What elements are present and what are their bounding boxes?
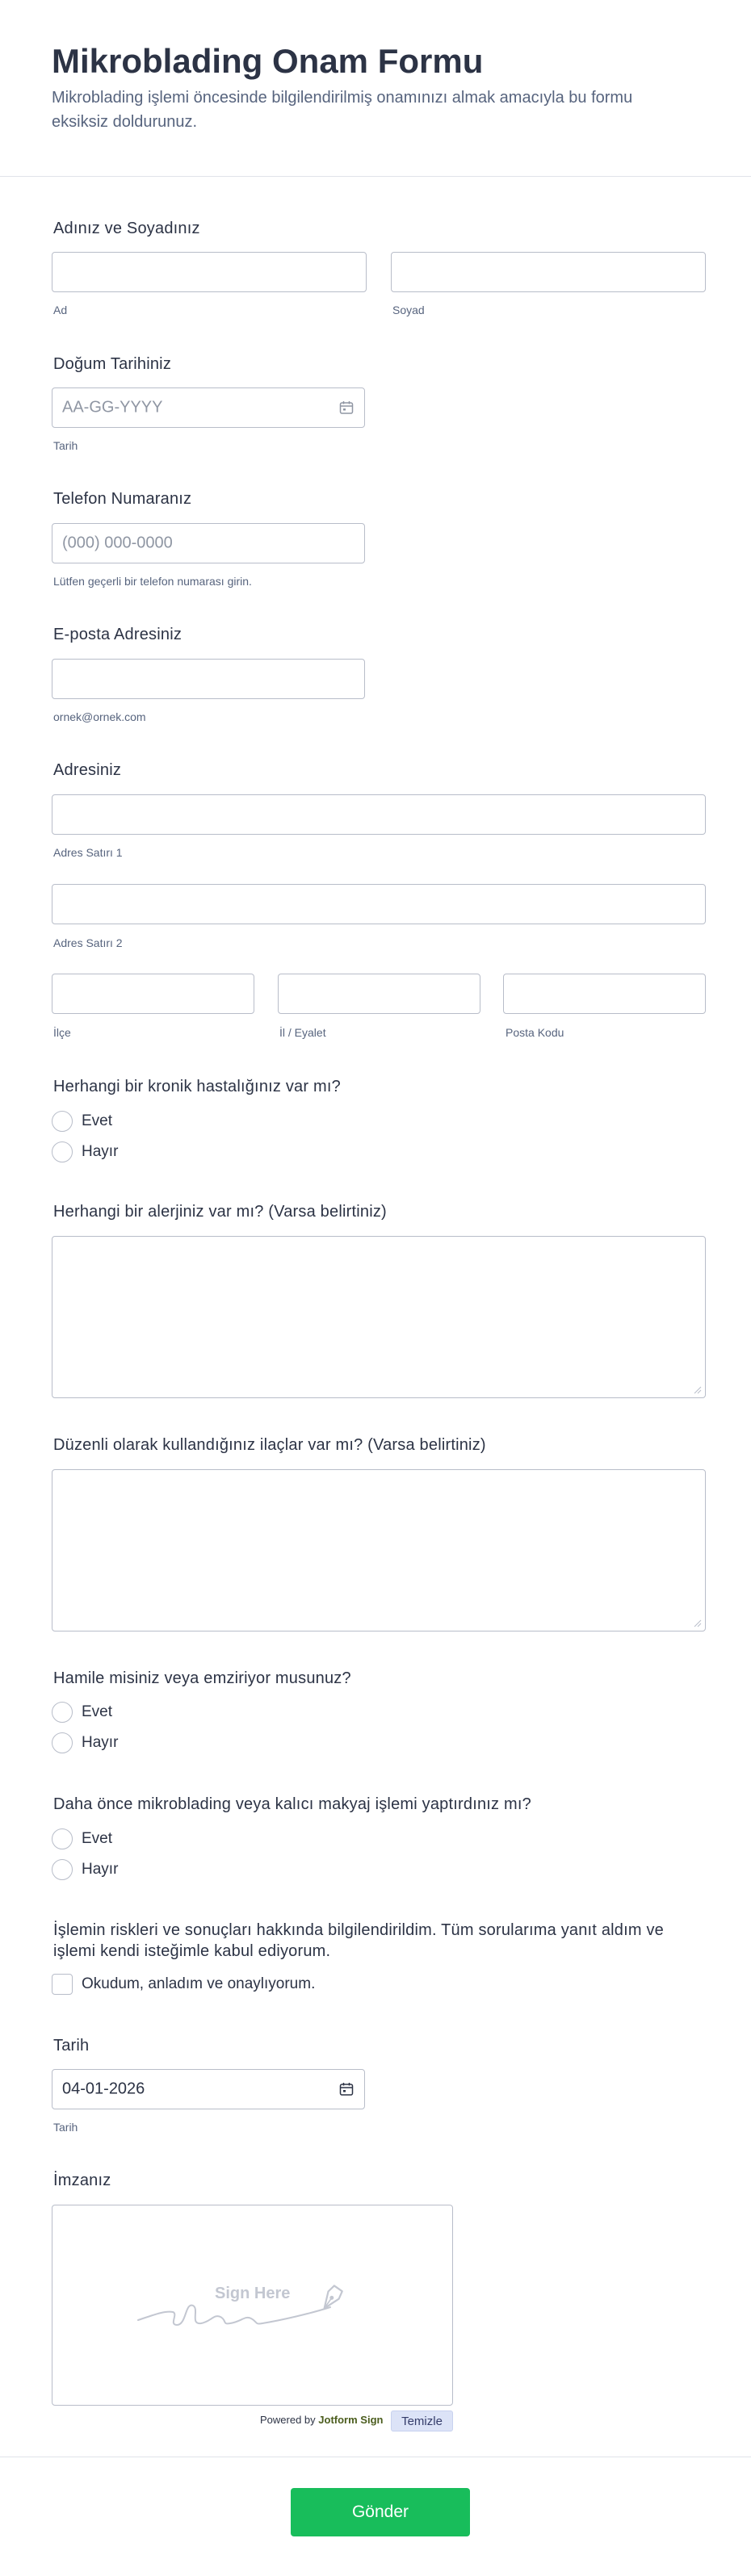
medications-textarea[interactable] <box>52 1469 706 1631</box>
phone-label: Telefon Numaranız <box>53 490 192 508</box>
pregnant-option-no[interactable] <box>52 1731 118 1755</box>
signature-pad[interactable] <box>52 2205 453 2406</box>
date-label: Tarih <box>53 2037 90 2055</box>
consent-checkbox[interactable] <box>52 1974 73 1995</box>
signature-scribble-icon <box>136 2278 379 2335</box>
last-name-sublabel: Soyad <box>392 304 425 316</box>
email-input[interactable] <box>52 659 365 699</box>
birth-date-input[interactable] <box>52 387 365 428</box>
consent-checkbox-label: Okudum, anladım ve onaylıyorum. <box>82 1975 316 1992</box>
option-label: Hayır <box>82 1143 119 1160</box>
phone-sublabel: Lütfen geçerli bir telefon numarası girin. <box>53 575 252 588</box>
previous-procedure-label: Daha önce mikroblading veya kalıcı makyaj işlemi yaptırdınız mı? <box>53 1795 531 1813</box>
signature-label: İmzanız <box>53 2172 111 2189</box>
address-line2-input[interactable] <box>52 884 706 924</box>
last-name-input[interactable] <box>391 252 706 292</box>
date-input[interactable] <box>52 2069 365 2109</box>
powered-by <box>260 2414 383 2426</box>
allergy-textarea[interactable] <box>52 1236 706 1398</box>
previous-option-yes[interactable] <box>52 1827 112 1851</box>
option-label: Evet <box>82 1112 113 1129</box>
radio-button[interactable] <box>52 1111 73 1132</box>
calendar-icon[interactable] <box>338 400 355 416</box>
jotform-sign-brand: Jotform Sign <box>318 2414 384 2426</box>
first-name-sublabel: Ad <box>53 304 68 316</box>
radio-button[interactable] <box>52 1828 73 1849</box>
radio-button[interactable] <box>52 1141 73 1162</box>
consent-checkbox-row[interactable] <box>52 1972 315 1996</box>
date-sublabel: Tarih <box>53 2121 78 2134</box>
resize-grip-icon[interactable] <box>692 1384 702 1394</box>
province-sublabel: İl / Eyalet <box>279 1026 326 1039</box>
radio-button[interactable] <box>52 1859 73 1880</box>
date-value: 04-01-2026 <box>62 2080 145 2098</box>
phone-placeholder: (000) 000-0000 <box>62 534 173 552</box>
district-input[interactable] <box>52 974 254 1014</box>
chronic-option-yes[interactable] <box>52 1109 112 1133</box>
resize-grip-icon[interactable] <box>692 1618 702 1627</box>
address-label: Adresiniz <box>53 761 122 779</box>
option-label: Evet <box>82 1703 113 1720</box>
address-line1-input[interactable] <box>52 794 706 835</box>
powered-by-prefix: Powered by <box>260 2414 316 2426</box>
radio-button[interactable] <box>52 1732 73 1753</box>
email-sublabel: ornek@ornek.com <box>53 710 146 723</box>
sign-here-text: Sign Here <box>215 2285 291 2302</box>
calendar-icon[interactable] <box>338 2081 355 2097</box>
option-label: Hayır <box>82 1734 119 1751</box>
address-line2-sublabel: Adres Satırı 2 <box>53 936 123 949</box>
submit-button[interactable]: Gönder <box>291 2488 470 2536</box>
page-title: Mikroblading Onam Formu <box>52 42 484 80</box>
postal-code-input[interactable] <box>503 974 706 1014</box>
previous-option-no[interactable] <box>52 1858 118 1882</box>
email-label: E-posta Adresiniz <box>53 626 183 643</box>
birth-date-placeholder: AA-GG-YYYY <box>62 398 163 417</box>
district-sublabel: İlçe <box>53 1026 71 1039</box>
consent-label-line2: işlemi kendi isteğimle kabul ediyorum. <box>53 1942 331 1960</box>
pregnant-label: Hamile misiniz veya emziriyor musunuz? <box>53 1669 351 1687</box>
birth-date-sublabel: Tarih <box>53 439 78 452</box>
consent-label-line1: İşlemin riskleri ve sonuçları hakkında bilgilendirildim. Tüm sorularıma yanıt aldım ve <box>53 1921 664 1939</box>
postal-code-sublabel: Posta Kodu <box>506 1026 564 1039</box>
allergy-label: Herhangi bir alerjiniz var mı? (Varsa belirtiniz) <box>53 1203 387 1221</box>
province-input[interactable] <box>278 974 480 1014</box>
phone-input[interactable] <box>52 523 365 563</box>
option-label: Evet <box>82 1830 113 1847</box>
radio-button[interactable] <box>52 1702 73 1723</box>
medications-label: Düzenli olarak kullandığınız ilaçlar var mı? (Varsa belirtiniz) <box>53 1436 486 1454</box>
name-label: Adınız ve Soyadınız <box>53 220 200 237</box>
header-divider <box>0 176 751 177</box>
address-line1-sublabel: Adres Satırı 1 <box>53 846 123 859</box>
chronic-option-no[interactable] <box>52 1140 118 1164</box>
birth-date-label: Doğum Tarihiniz <box>53 355 172 373</box>
first-name-input[interactable] <box>52 252 367 292</box>
chronic-label: Herhangi bir kronik hastalığınız var mı? <box>53 1078 341 1095</box>
option-label: Hayır <box>82 1861 119 1878</box>
page-subtitle: Mikroblading işlemi öncesinde bilgilendirilmiş onamınızı almak amacıyla bu formu eksiksiz doldurunuz. <box>52 89 633 131</box>
pregnant-option-yes[interactable] <box>52 1700 112 1724</box>
clear-signature-button[interactable]: Temizle <box>391 2411 453 2431</box>
